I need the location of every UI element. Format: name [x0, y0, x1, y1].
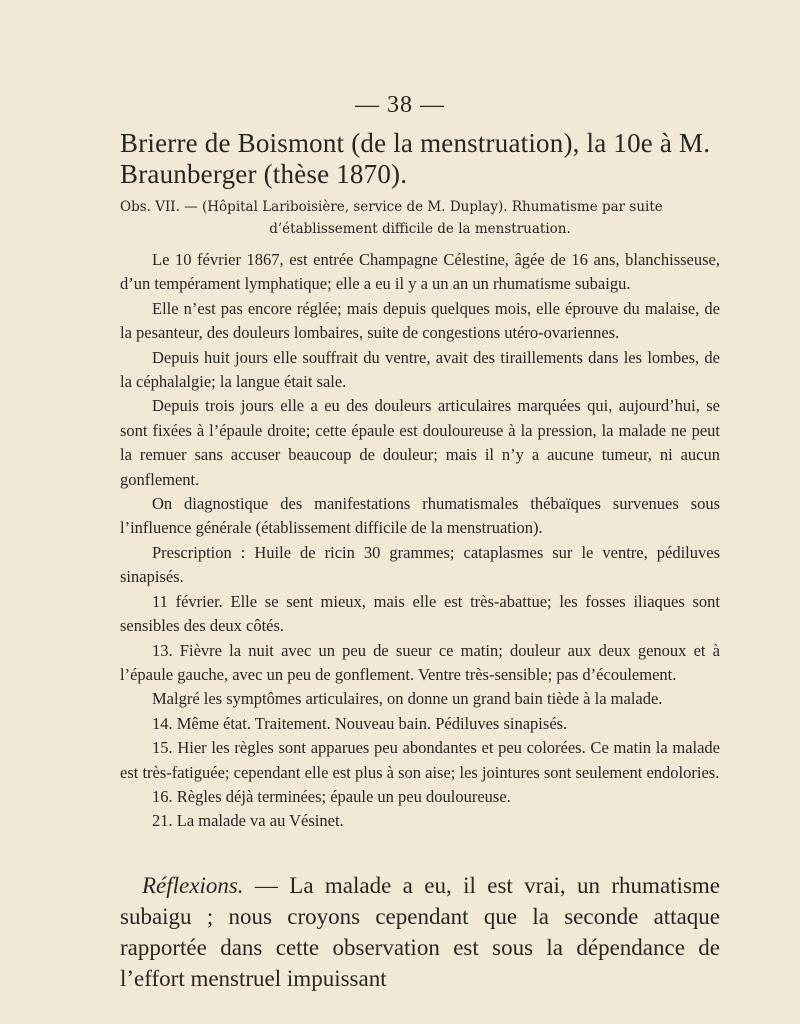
observation-title: [120, 196, 720, 240]
paragraph: 11 février. Elle se sent mieux, mais elle est très-abattue; les fosses iliaques sont sensibles des deux côtés.: [120, 591, 720, 636]
paragraph: Prescription : Huile de ricin 30 grammes; cataplasmes sur le ventre, pédiluves sinapisés.: [120, 542, 720, 587]
paragraph: 13. Fièvre la nuit avec un peu de sueur ce matin; douleur aux deux genoux et à l’épaule gauche, avec un peu de gonflement. Ventre très-sensible; pas d’écoulement.: [120, 640, 720, 684]
reference-heading: Brierre de Boismont (de la menstruation), la 10e à M. Braunberger (thèse 1870).: [120, 128, 711, 189]
paragraph: Le 10 février 1867, est entrée Champagne Célestine, âgée de 16 ans, blanchisseuse, d’un tempérament lymphatique; elle a eu il y a un an un rhumatisme subaigu.: [120, 250, 720, 294]
paragraph: Malgré les symptômes articulaires, on donne un grand bain tiède à la malade.: [152, 689, 663, 709]
page-number: — 38 —: [355, 92, 445, 118]
paragraph: Elle n’est pas encore réglée; mais depuis quelques mois, elle éprouve du malaise, de la pesanteur, des douleurs lombaires, suite de congestions utéro-ovariennes.: [120, 298, 720, 343]
paragraph: 14. Même état. Traitement. Nouveau bain. Pédiluves sinapisés.: [152, 713, 568, 733]
paragraph: 15. Hier les règles sont apparues peu abondantes et peu colorées. Ce matin la malade est très-fatiguée; cependant elle est plus à son aise; les jointures sont seulement endolories.: [120, 738, 720, 782]
case-report-body: [120, 248, 720, 834]
observation-title-line1: Obs. VII. — (Hôpital Lariboisière, service de M. Duplay). Rhumatisme par suite: [120, 199, 663, 215]
observation-title-line2: d’établissement difficile de la menstruation.: [269, 221, 571, 237]
paragraph: Depuis trois jours elle a eu des douleurs articulaires marquées qui, aujourd’hui, se sont fixées à l’épaule droite; cette épaule est douloureuse à la pression, la malade ne peut la remuer sans accuser beaucoup de douleur; mais il n’y a aucune tumeur, ni aucun gonflement.: [120, 396, 720, 489]
reflexions-text: — La malade a eu, il est vrai, un rhumatisme subaigu ; nous croyons cependant que la seconde attaque rapportée dans cette observation est sous la dépendance de l’effort menstruel impuissant: [120, 873, 720, 991]
paragraph: On diagnostique des manifestations rhumatismales thébaïques survenues sous l’influence générale (établissement difficile de la menstruation).: [120, 494, 720, 538]
paragraph: 21. La malade va au Vésinet.: [152, 811, 344, 831]
paragraph: Depuis huit jours elle souffrait du ventre, avait des tiraillements dans les lombes, de la céphalalgie; la langue était sale.: [120, 347, 720, 392]
reflexions-label: Réflexions.: [142, 873, 244, 898]
paragraph: 16. Règles déjà terminées; épaule un peu douloureuse.: [152, 786, 511, 806]
reflexions-paragraph: [120, 870, 720, 994]
